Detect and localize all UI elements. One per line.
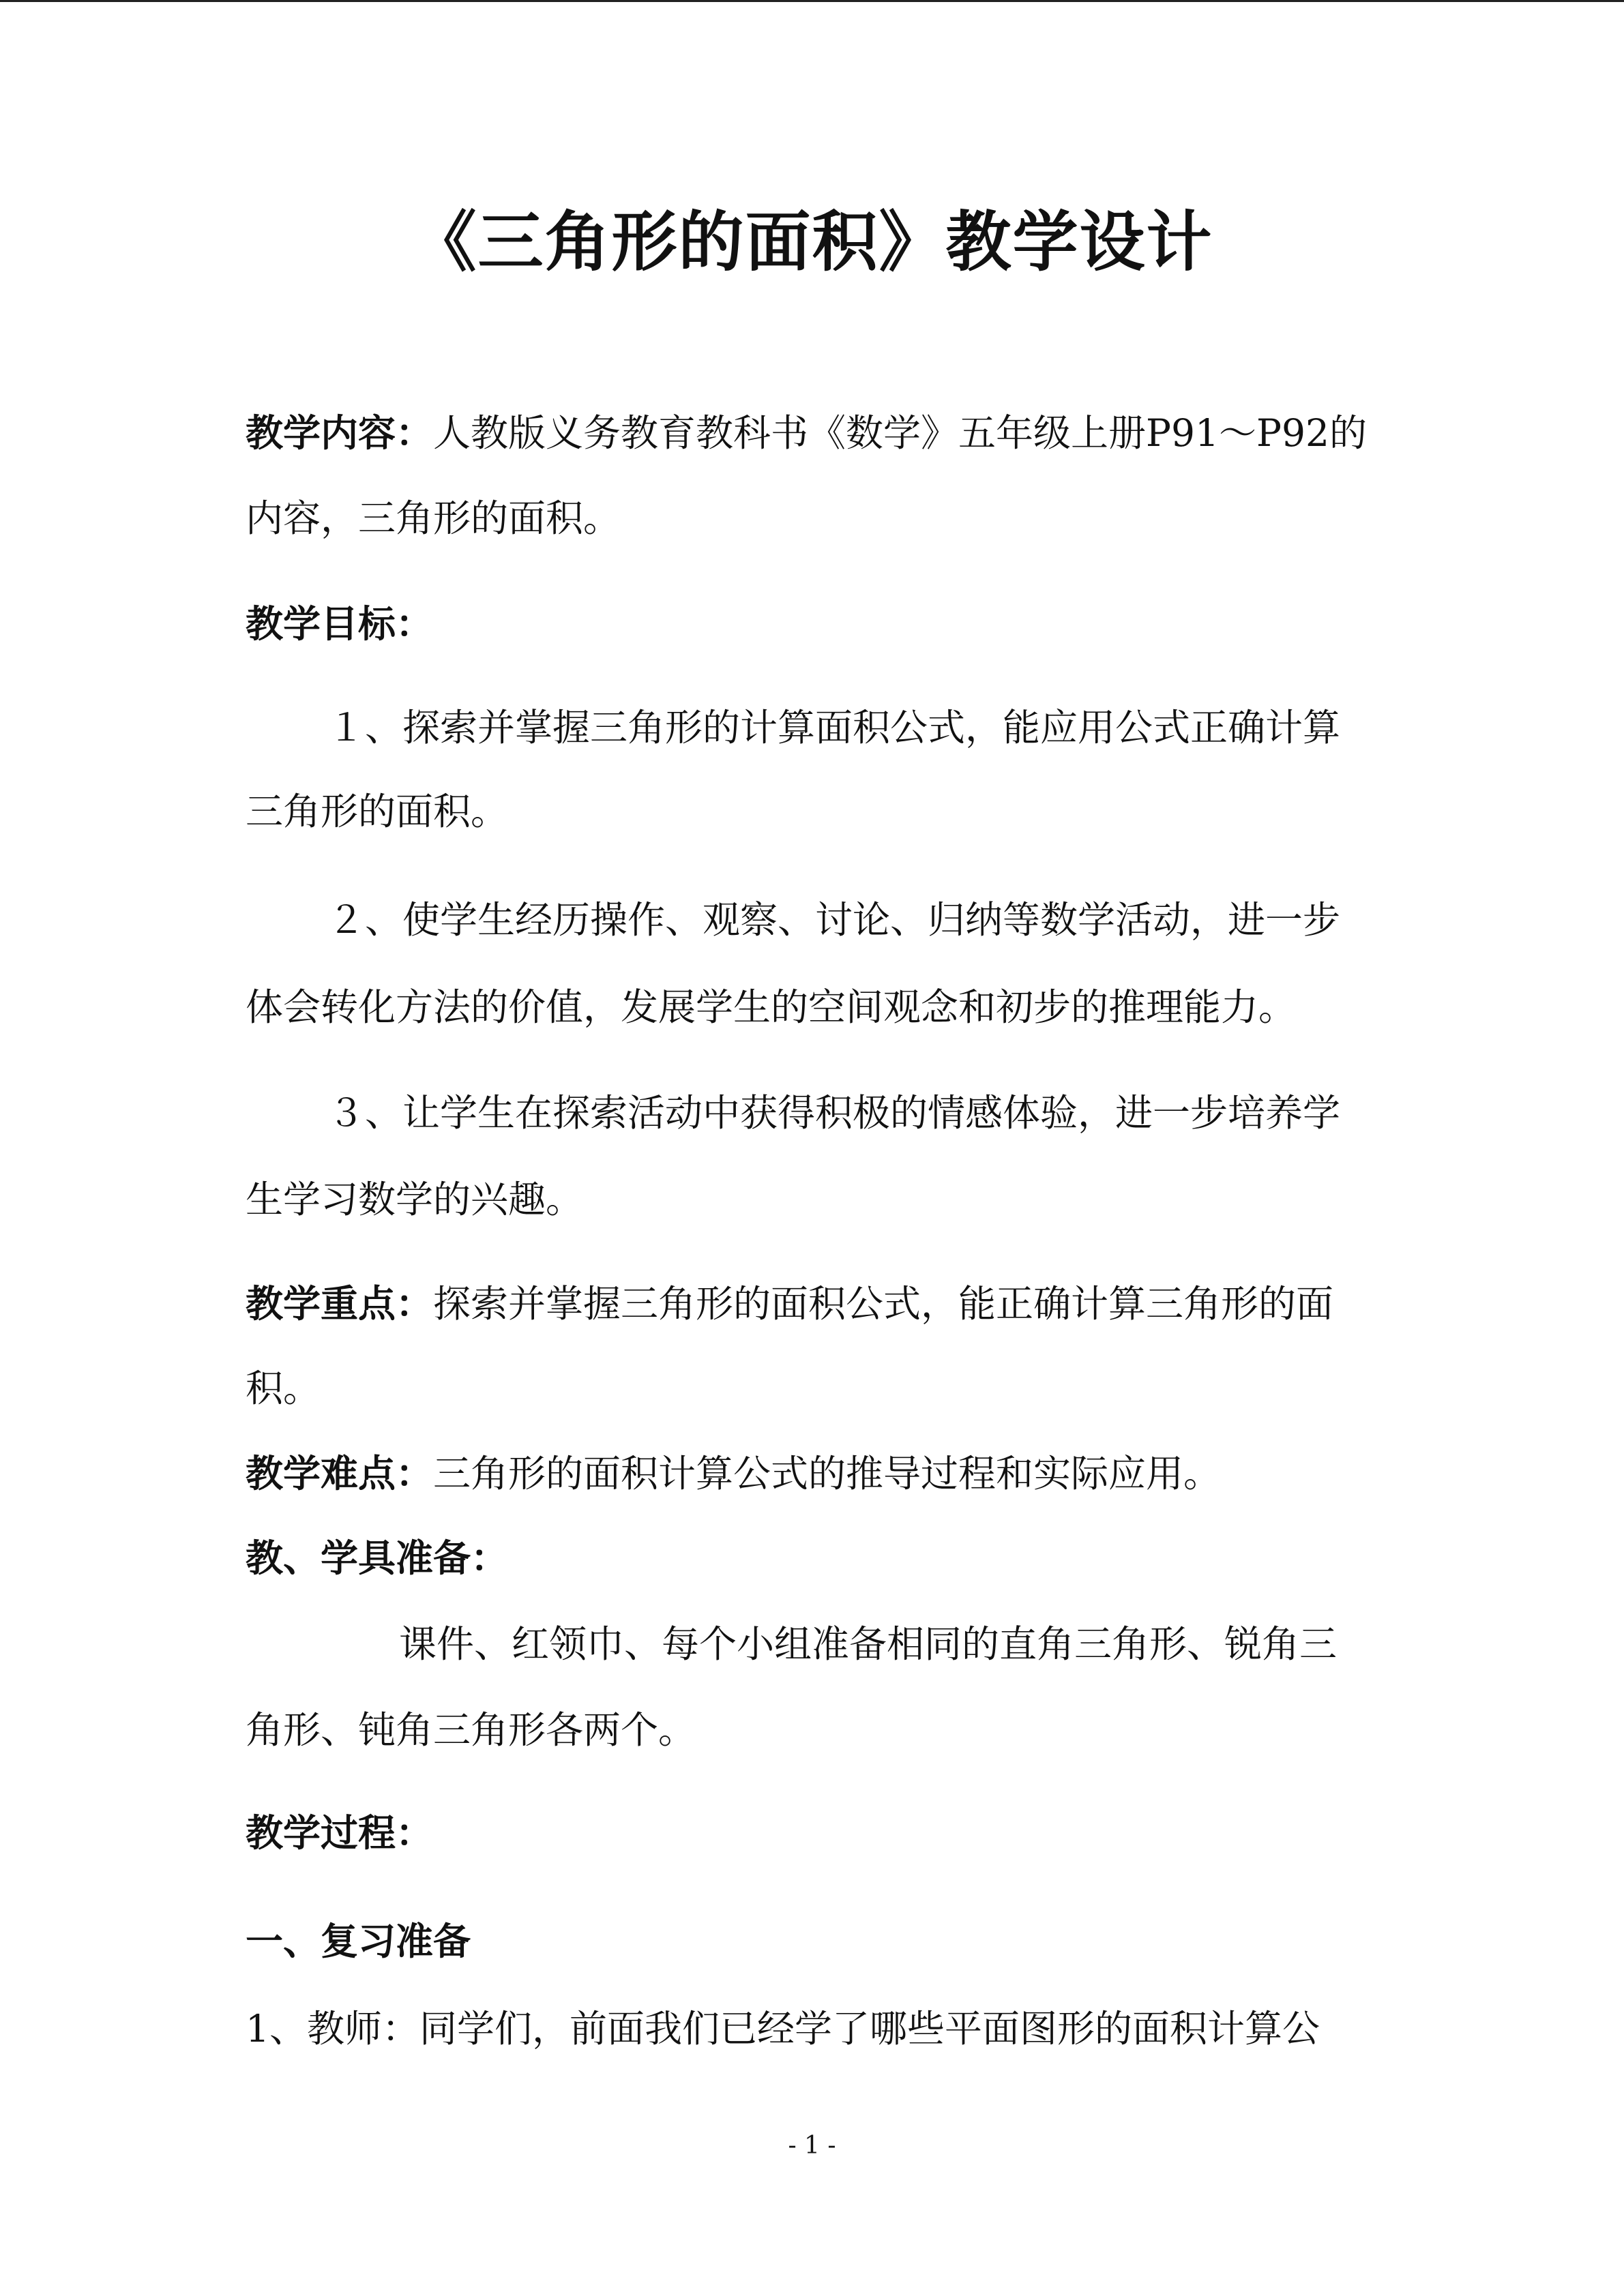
materials-line-1: 课件、红领巾、每个小组准备相同的直角三角形、锐角三: [399, 1622, 1338, 1666]
content-line-1: [246, 406, 1368, 460]
key-point-text-1: 探索并掌握三角形的面积公式，能正确计算三角形的面: [433, 1282, 1334, 1326]
key-point-label: 教学重点：: [246, 1281, 434, 1326]
content-label: 教学内容：: [246, 411, 434, 455]
process-item-1: 1、教师：同学们，前面我们已经学了哪些平面图形的面积计算公: [246, 2007, 1320, 2051]
page-number: - 1 -: [788, 2132, 836, 2160]
difficulty-label: 教学难点：: [246, 1451, 434, 1495]
goal-1-line-2: 三角形的面积。: [246, 790, 509, 833]
goal-2-line-2: 体会转化方法的价值，发展学生的空间观念和初步的推理能力。: [246, 985, 1297, 1029]
goals-heading: 教学目标：: [246, 601, 434, 646]
section-1-heading: 一、复习准备: [246, 1919, 471, 1963]
goal-2-line-1: ２、使学生经历操作、观察、讨论、归纳等数学活动，进一步: [327, 898, 1341, 942]
goal-3-line-1: ３、让学生在探索活动中获得积极的情感体验，进一步培养学: [327, 1091, 1341, 1135]
goal-1-line-1: １、探索并掌握三角形的计算面积公式，能应用公式正确计算: [327, 706, 1341, 749]
materials-line-2: 角形、钝角三角形各两个。: [246, 1708, 696, 1752]
document-title: 《三角形的面积》教学设计: [411, 203, 1213, 280]
key-point-line-1: [246, 1277, 1364, 1331]
content-text-1: 人教版义务教育教科书《数学》五年级上册P91～P92的: [433, 411, 1368, 455]
top-border-line: [0, 0, 1624, 2]
content-line-2: 内容，三角形的面积。: [246, 496, 621, 540]
goal-3-line-2: 生学习数学的兴趣。: [246, 1178, 584, 1221]
key-point-line-2: 积。: [246, 1367, 321, 1410]
difficulty-line: [246, 1446, 1364, 1501]
process-heading: 教学过程：: [246, 1810, 434, 1855]
difficulty-text: 三角形的面积计算公式的推导过程和实际应用。: [433, 1452, 1222, 1495]
materials-heading: 教、学具准备：: [246, 1536, 509, 1580]
